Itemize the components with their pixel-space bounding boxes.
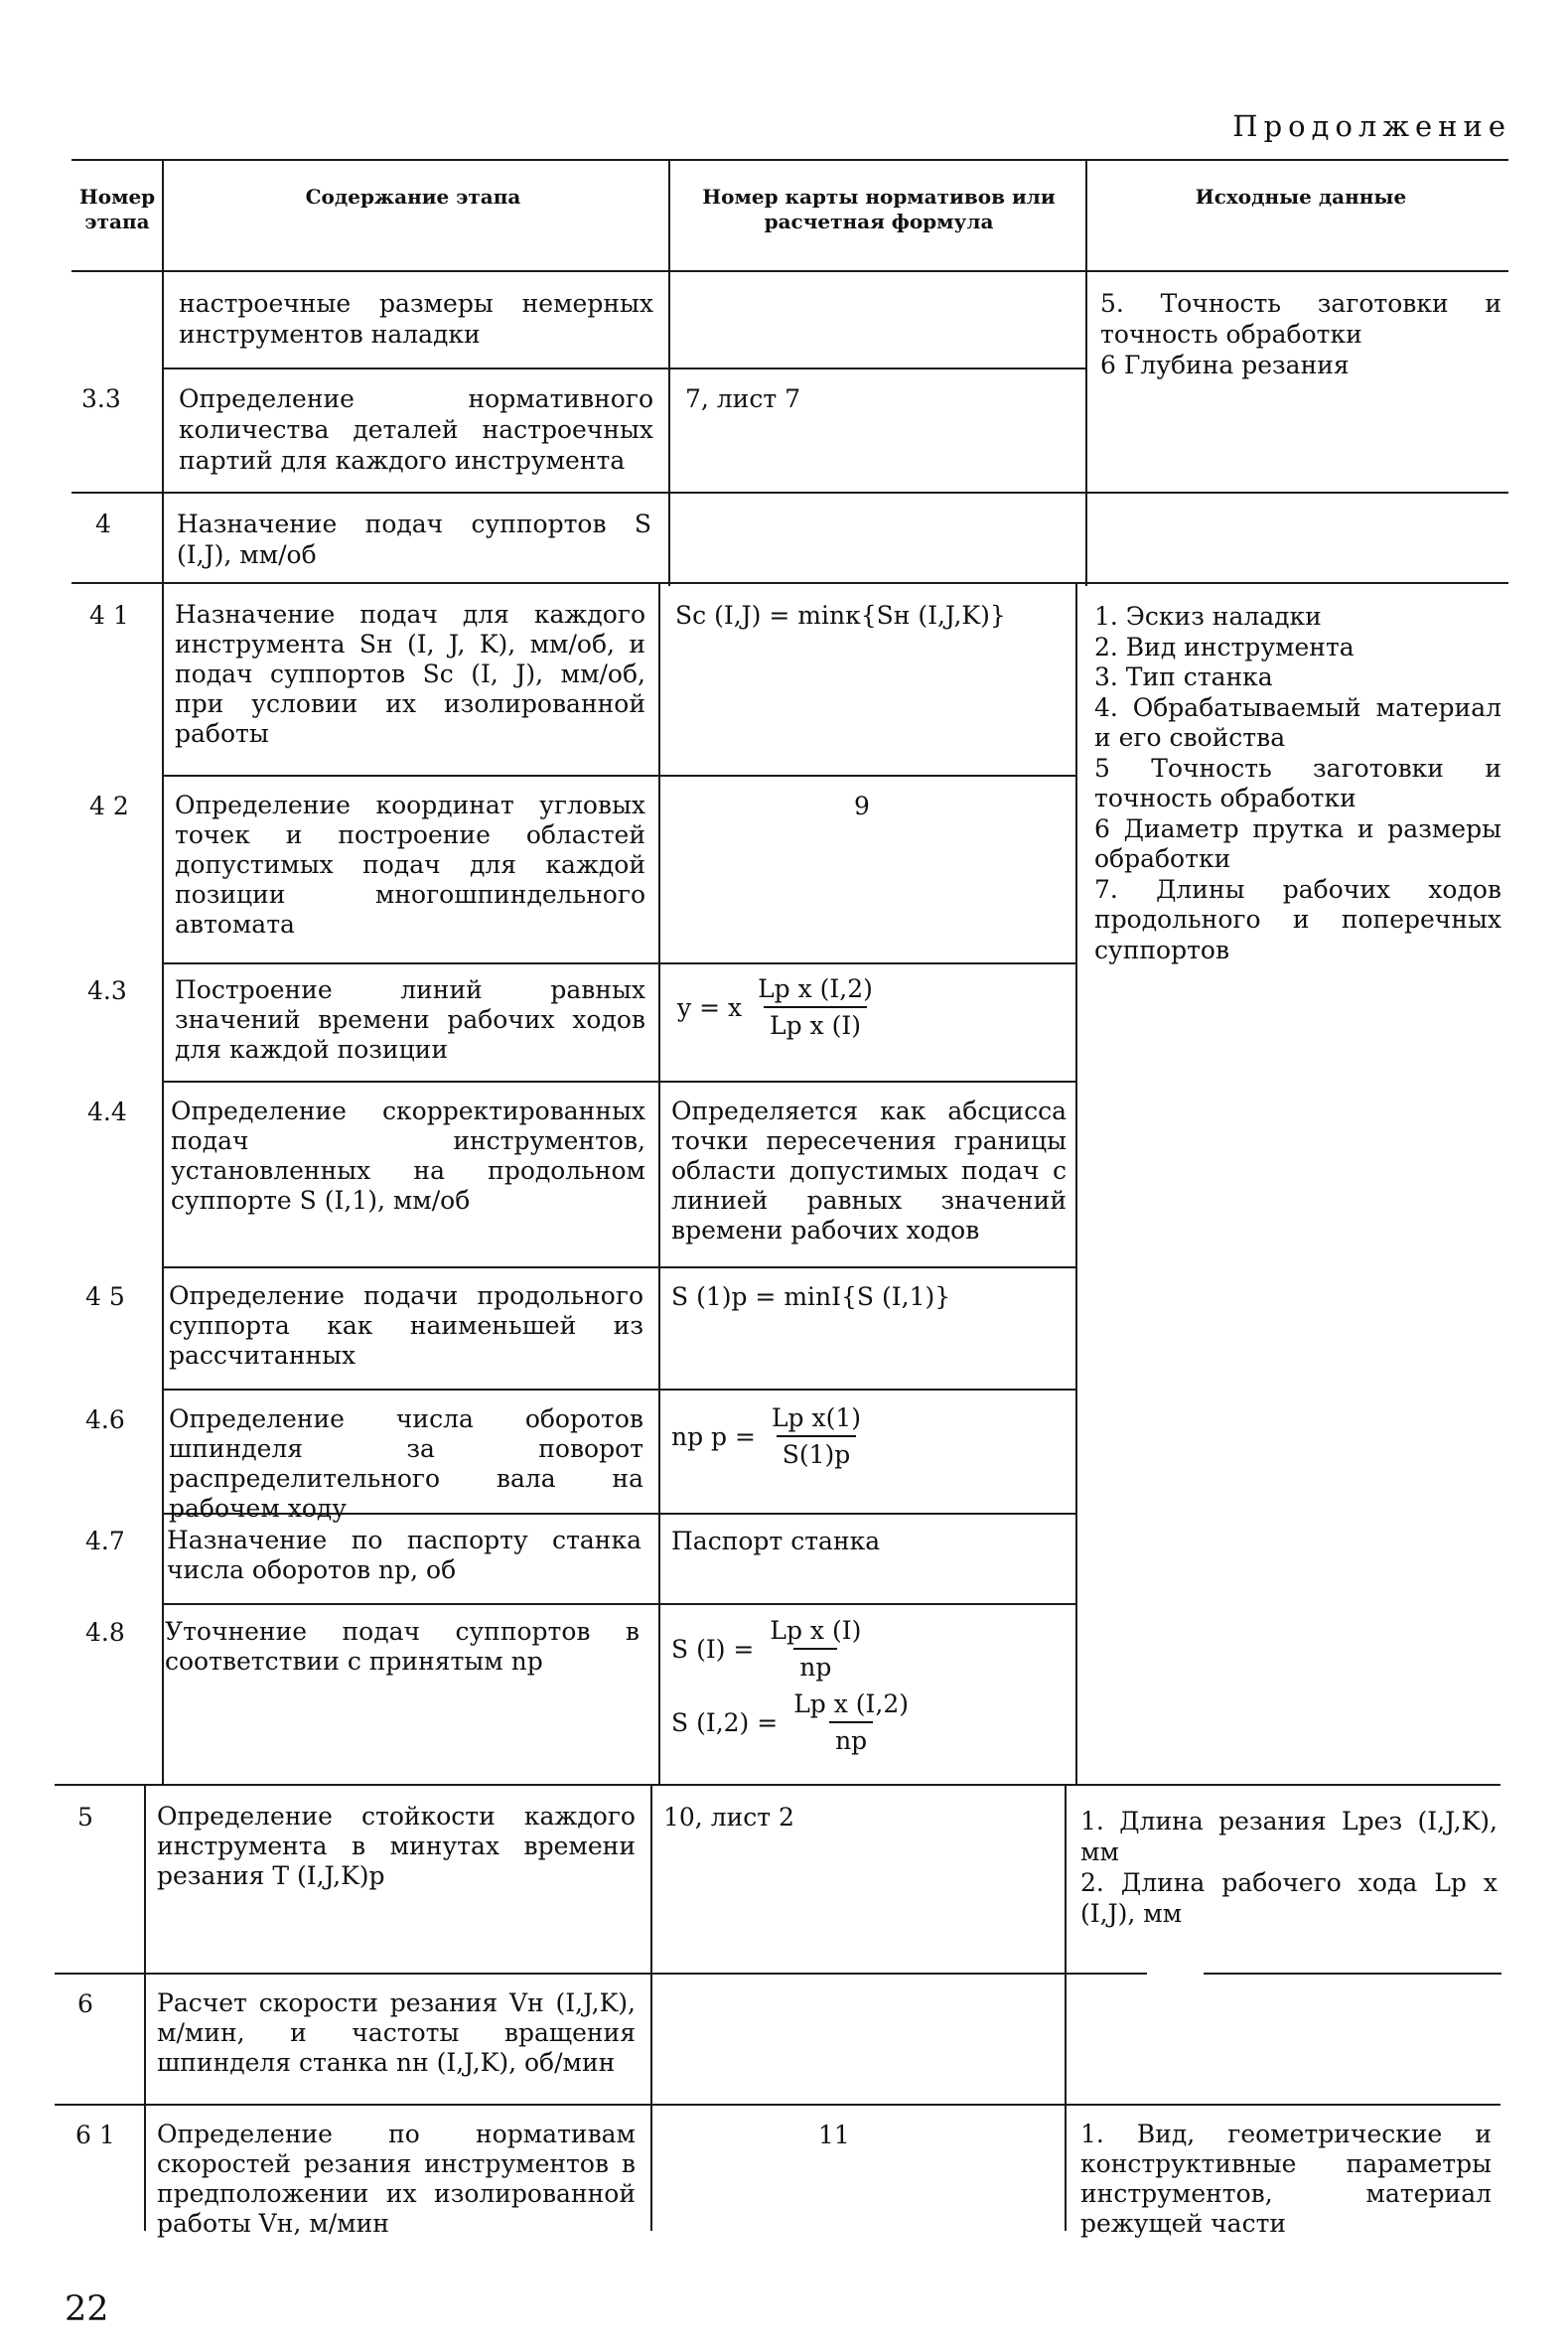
row-content: Расчет скорости резания Vн (I,J,K), м/мин, и частоты вращения шпинделя станка nн (I,J,K), об/мин bbox=[157, 1988, 636, 2077]
row-rule bbox=[163, 962, 1076, 964]
column-rule bbox=[144, 1784, 146, 2231]
column-rule bbox=[1065, 1784, 1067, 2231]
inputs-block: 1. Эскиз наладки 2. Вид инструмента 3. Тип станка 4. Обрабатываемый материал и его свойства 5 Точность заготовки и точность обработки 6 Диаметр прутка и размеры обработки 7. Длины рабочих ходов продольного и поперечных суппортов bbox=[1094, 602, 1501, 964]
continuation-label: Продолжение bbox=[1232, 109, 1511, 143]
fraction bbox=[764, 1615, 867, 1683]
row-content: Определение скорректированных подач инструментов, установленных на продольном суппорте S (I,1), мм/об bbox=[171, 1097, 645, 1215]
inputs-block: 1. Вид, геометрические и конструктивные параметры инструментов, материал режущей части bbox=[1080, 2120, 1492, 2238]
row-content: Построение линий равных значений времени рабочих ходов для каждой позиции bbox=[175, 975, 645, 1064]
row-formula: 10, лист 2 bbox=[663, 1803, 794, 1832]
row-rule bbox=[163, 1266, 1076, 1268]
row-rule bbox=[163, 1389, 1076, 1391]
formula-lhs: S (I,2) = bbox=[671, 1707, 779, 1737]
row-number: 4 1 bbox=[89, 601, 129, 630]
formula-4-8-a bbox=[671, 1615, 867, 1683]
formula-4-8-b bbox=[671, 1688, 915, 1756]
row-number: 4.8 bbox=[85, 1618, 125, 1647]
formula-lhs: S (I) = bbox=[671, 1634, 755, 1664]
fraction-numerator: Lр х (I) bbox=[770, 1616, 862, 1645]
row-content: Определение стойкости каждого инструмента в минутах времени резания T (I,J,K)р bbox=[157, 1802, 636, 1890]
row-number: 4.3 bbox=[87, 976, 127, 1005]
fraction-denominator: nр bbox=[793, 1648, 837, 1683]
fraction bbox=[752, 973, 879, 1041]
formula-4-6 bbox=[671, 1402, 867, 1470]
formula-lhs: y = x bbox=[677, 992, 743, 1022]
row-number: 4 5 bbox=[85, 1282, 125, 1311]
row-number: 6 bbox=[77, 1989, 93, 2018]
row-content: Определение координат угловых точек и построение областей допустимых подач для каждой позиции многошпиндельного автомата bbox=[175, 791, 645, 939]
row-formula: Определяется как абсцисса точки пересечения границы области допустимых подач с линией равных значений времени рабочих ходов bbox=[671, 1097, 1067, 1245]
header-inputs: Исходные данные bbox=[1195, 185, 1407, 209]
inputs-block: 5. Точность заготовки и точность обработки 6 Глубина резания bbox=[1100, 289, 1501, 379]
header-content: Содержание этапа bbox=[305, 185, 521, 209]
row-content: настроечные размеры немерных инструментов наладки bbox=[179, 289, 653, 349]
row-content: Определение нормативного количества деталей настроечных партий для каждого инструмента bbox=[179, 384, 653, 475]
row-rule bbox=[163, 367, 1086, 369]
row-rule bbox=[55, 1973, 1147, 1975]
header-divider bbox=[1085, 159, 1087, 272]
fraction-numerator: Lр х (I,2) bbox=[793, 1689, 910, 1718]
row-number: 4.6 bbox=[85, 1405, 125, 1434]
row-rule bbox=[71, 492, 1508, 494]
row-content: Назначение подач для каждого инструмента Sн (I, J, K), мм/об, и подач суппортов Sc (I, J), мм/об, при условии их изолированной работы bbox=[175, 600, 645, 748]
row-formula: 9 bbox=[854, 792, 870, 820]
row-content: Уточнение подач суппортов в соответствии с принятым nр bbox=[165, 1617, 640, 1676]
header-bottom-rule bbox=[71, 270, 1508, 272]
row-content: Определение подачи продольного суппорта как наименьшей из рассчитанных bbox=[169, 1281, 643, 1370]
fraction-denominator: nр bbox=[829, 1721, 873, 1756]
table-top-rule bbox=[71, 159, 1508, 161]
fraction-numerator: Lр х(1) bbox=[771, 1403, 862, 1432]
row-rule bbox=[1204, 1973, 1501, 1975]
row-content: Определение числа оборотов шпинделя за поворот распределительного вала на рабочем ходу bbox=[169, 1404, 643, 1523]
row-content: Назначение подач суппортов S (I,J), мм/об bbox=[177, 510, 651, 569]
column-rule bbox=[668, 270, 670, 586]
fraction-denominator: Lр х (I) bbox=[764, 1006, 867, 1041]
page-number: 22 bbox=[65, 2289, 109, 2329]
row-formula: 7, лист 7 bbox=[685, 384, 801, 413]
row-formula: S (1)р = minI{S (I,1)} bbox=[671, 1282, 951, 1311]
row-number: 6 1 bbox=[75, 2121, 115, 2149]
row-number: 4.7 bbox=[85, 1527, 125, 1555]
formula-lhs: nр р = bbox=[671, 1421, 756, 1451]
fraction bbox=[787, 1688, 915, 1756]
row-rule bbox=[55, 2104, 1500, 2106]
row-content: Определение по нормативам скоростей резания инструментов в предположении их изолированной работы Vн, м/мин bbox=[157, 2120, 636, 2238]
fraction-numerator: Lр х (I,2) bbox=[758, 974, 873, 1003]
row-number: 4 2 bbox=[89, 792, 129, 820]
formula-4-3 bbox=[677, 973, 879, 1041]
row-rule bbox=[71, 582, 1508, 584]
column-rule bbox=[1085, 270, 1087, 586]
row-rule bbox=[163, 1603, 1076, 1605]
column-rule bbox=[650, 1784, 652, 2231]
row-rule bbox=[163, 1081, 1076, 1083]
header-divider bbox=[162, 159, 164, 272]
fraction-denominator: S(1)р bbox=[777, 1435, 857, 1470]
row-rule bbox=[55, 1784, 1500, 1786]
row-formula: Паспорт станка bbox=[671, 1527, 881, 1555]
row-number: 4 bbox=[95, 510, 111, 538]
fraction bbox=[766, 1402, 867, 1470]
row-formula: Sc (I,J) = minк{Sн (I,J,K)} bbox=[675, 601, 1006, 630]
row-number: 5 bbox=[77, 1803, 93, 1832]
row-rule bbox=[163, 775, 1076, 777]
row-number: 4.4 bbox=[87, 1098, 127, 1126]
row-formula: 11 bbox=[818, 2121, 850, 2149]
row-content: Назначение по паспорту станка числа оборотов nр, об bbox=[167, 1526, 641, 1584]
header-formula: Номер карты нормативов или расчетная формула bbox=[702, 185, 1056, 233]
column-rule bbox=[162, 494, 164, 585]
header-divider bbox=[668, 159, 670, 272]
header-number: Номер этапа bbox=[78, 185, 156, 233]
row-number: 3.3 bbox=[81, 384, 121, 413]
inputs-block: 1. Длина резания Lрез (I,J,K), мм 2. Длина рабочего хода Lр х (I,J), мм bbox=[1080, 1807, 1497, 1928]
